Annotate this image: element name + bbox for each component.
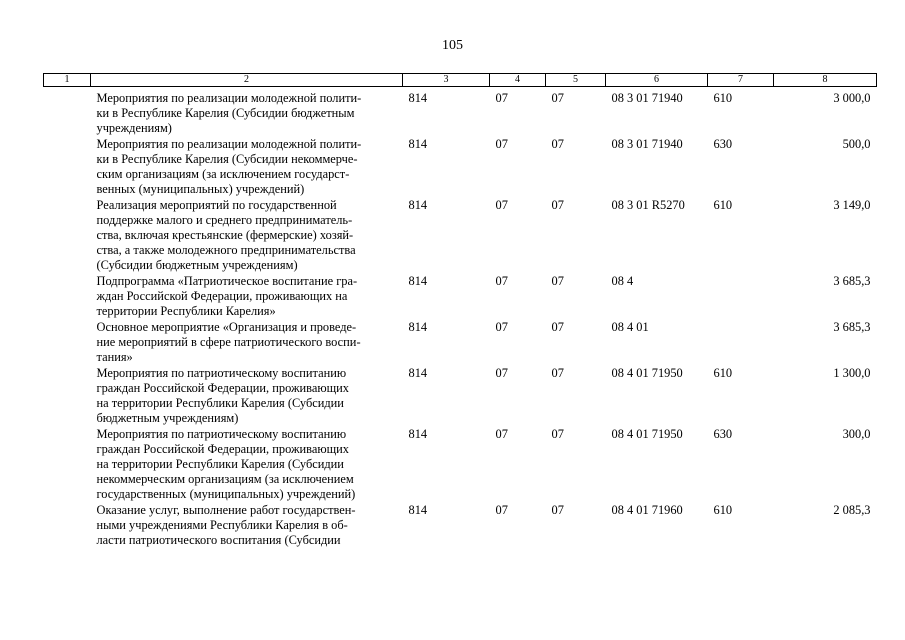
cell-target-article: 08 4 01 bbox=[611, 320, 649, 334]
table-row bbox=[44, 137, 877, 198]
name-line: ными учреждениями Республики Карелия в об- bbox=[96, 518, 348, 532]
table-body bbox=[44, 87, 877, 550]
cell-ministry-code: 814 bbox=[408, 366, 428, 380]
column-header: 1 bbox=[44, 74, 91, 87]
name-line: граждан Российской Федерации, проживающих bbox=[96, 442, 349, 456]
name-line: граждан Российской Федерации, проживающих bbox=[96, 381, 349, 395]
name-line: тания» bbox=[96, 350, 133, 364]
cell-ministry-code: 814 bbox=[408, 198, 428, 212]
name-line: Подпрограмма «Патриотическое воспитание гра- bbox=[96, 274, 358, 288]
table-row bbox=[44, 87, 877, 138]
cell-expense-type bbox=[708, 320, 774, 366]
name-line: ки в Республике Карелия (Субсидии бюджетным bbox=[96, 106, 355, 120]
cell-section: 07 bbox=[495, 198, 508, 212]
cell-section: 07 bbox=[495, 320, 508, 334]
table-row bbox=[44, 274, 877, 320]
column-header: 6 bbox=[606, 74, 708, 87]
cell-section: 07 bbox=[495, 91, 508, 105]
cell-target-article: 08 4 01 71960 bbox=[611, 503, 683, 517]
name-line: государственных (муниципальных) учреждений) bbox=[96, 487, 356, 501]
cell-expense-type: 630 bbox=[713, 427, 733, 441]
name-line: Мероприятия по патриотическому воспитанию bbox=[96, 427, 347, 441]
name-line: Мероприятия по реализации молодежной полити- bbox=[96, 137, 362, 151]
cell-amount: 3 000,0 bbox=[833, 91, 871, 105]
cell-amount: 3 685,3 bbox=[833, 274, 871, 288]
table-row bbox=[44, 320, 877, 366]
cell-subsection: 07 bbox=[551, 320, 564, 334]
name-line: ждан Российской Федерации, проживающих на bbox=[96, 289, 348, 303]
cell-section: 07 bbox=[495, 503, 508, 517]
cell-ministry-code: 814 bbox=[408, 274, 428, 288]
cell-amount: 300,0 bbox=[842, 427, 871, 441]
column-header: 7 bbox=[708, 74, 774, 87]
cell-amount: 3 685,3 bbox=[833, 320, 871, 334]
table-header-row bbox=[44, 74, 877, 87]
cell-name bbox=[91, 320, 403, 366]
name-line: на территории Республики Карелия (Субсидии bbox=[96, 396, 344, 410]
cell-col1 bbox=[44, 137, 91, 198]
name-line: территории Республики Карелия» bbox=[96, 304, 276, 318]
cell-name bbox=[91, 87, 403, 138]
cell-target-article: 08 3 01 71940 bbox=[611, 91, 683, 105]
table-row bbox=[44, 427, 877, 503]
budget-table bbox=[43, 73, 877, 549]
column-header: 3 bbox=[403, 74, 490, 87]
page-number: 105 bbox=[442, 38, 463, 53]
cell-ministry-code: 814 bbox=[408, 427, 428, 441]
cell-target-article: 08 4 01 71950 bbox=[611, 366, 683, 380]
cell-target-article: 08 4 01 71950 bbox=[611, 427, 683, 441]
cell-subsection: 07 bbox=[551, 137, 564, 151]
name-line: бюджетным учреждениям) bbox=[96, 411, 239, 425]
cell-expense-type: 630 bbox=[713, 137, 733, 151]
cell-col1 bbox=[44, 274, 91, 320]
table-row bbox=[44, 366, 877, 427]
cell-subsection: 07 bbox=[551, 366, 564, 380]
name-line: венных (муниципальных) учреждений) bbox=[96, 182, 305, 196]
cell-target-article: 08 3 01 R5270 bbox=[611, 198, 685, 212]
cell-subsection: 07 bbox=[551, 274, 564, 288]
cell-section: 07 bbox=[495, 274, 508, 288]
column-header: 5 bbox=[546, 74, 606, 87]
name-line: Мероприятия по реализации молодежной полити- bbox=[96, 91, 362, 105]
name-line: Оказание услуг, выполнение работ государствен- bbox=[96, 503, 356, 517]
cell-name bbox=[91, 198, 403, 274]
name-line: (Субсидии бюджетным учреждениям) bbox=[96, 258, 298, 272]
name-line: на территории Республики Карелия (Субсидии bbox=[96, 457, 344, 471]
name-line: ским организациям (за исключением государст- bbox=[96, 167, 350, 181]
column-header: 2 bbox=[91, 74, 403, 87]
cell-amount: 500,0 bbox=[842, 137, 871, 151]
cell-ministry-code: 814 bbox=[408, 137, 428, 151]
name-line: учреждениям) bbox=[96, 121, 172, 135]
cell-target-article: 08 4 bbox=[611, 274, 634, 288]
cell-name bbox=[91, 366, 403, 427]
cell-col1 bbox=[44, 427, 91, 503]
cell-amount: 3 149,0 bbox=[833, 198, 871, 212]
table-row bbox=[44, 503, 877, 549]
cell-col1 bbox=[44, 503, 91, 549]
name-line: ласти патриотического воспитания (Субсидии bbox=[96, 533, 341, 547]
cell-expense-type: 610 bbox=[713, 91, 733, 105]
cell-subsection: 07 bbox=[551, 198, 564, 212]
cell-section: 07 bbox=[495, 137, 508, 151]
name-line: ства, включая крестьянские (фермерские) хозяй- bbox=[96, 228, 354, 242]
cell-expense-type: 610 bbox=[713, 198, 733, 212]
cell-name bbox=[91, 274, 403, 320]
cell-name bbox=[91, 503, 403, 549]
name-line: Основное мероприятие «Организация и проведе- bbox=[96, 320, 357, 334]
name-line: ства, а также молодежного предпринимательства bbox=[96, 243, 356, 257]
cell-col1 bbox=[44, 320, 91, 366]
cell-ministry-code: 814 bbox=[408, 320, 428, 334]
cell-expense-type: 610 bbox=[713, 366, 733, 380]
name-line: Мероприятия по патриотическому воспитанию bbox=[96, 366, 347, 380]
cell-name bbox=[91, 137, 403, 198]
name-line: ние мероприятий в сфере патриотического воспи- bbox=[96, 335, 361, 349]
table-row bbox=[44, 198, 877, 274]
cell-amount: 1 300,0 bbox=[833, 366, 871, 380]
cell-ministry-code: 814 bbox=[408, 91, 428, 105]
cell-section: 07 bbox=[495, 366, 508, 380]
column-header: 4 bbox=[490, 74, 546, 87]
cell-expense-type bbox=[708, 274, 774, 320]
cell-col1 bbox=[44, 87, 91, 138]
cell-subsection: 07 bbox=[551, 503, 564, 517]
cell-target-article: 08 3 01 71940 bbox=[611, 137, 683, 151]
cell-name bbox=[91, 427, 403, 503]
cell-amount: 2 085,3 bbox=[833, 503, 871, 517]
cell-col1 bbox=[44, 198, 91, 274]
cell-expense-type: 610 bbox=[713, 503, 733, 517]
cell-ministry-code: 814 bbox=[408, 503, 428, 517]
column-header: 8 bbox=[774, 74, 877, 87]
cell-section: 07 bbox=[495, 427, 508, 441]
name-line: поддержке малого и среднего предприниматель- bbox=[96, 213, 353, 227]
cell-col1 bbox=[44, 366, 91, 427]
name-line: ки в Республике Карелия (Субсидии некоммерче- bbox=[96, 152, 358, 166]
name-line: некоммерческим организациям (за исключением bbox=[96, 472, 354, 486]
name-line: Реализация мероприятий по государственной bbox=[96, 198, 337, 212]
cell-subsection: 07 bbox=[551, 91, 564, 105]
cell-subsection: 07 bbox=[551, 427, 564, 441]
